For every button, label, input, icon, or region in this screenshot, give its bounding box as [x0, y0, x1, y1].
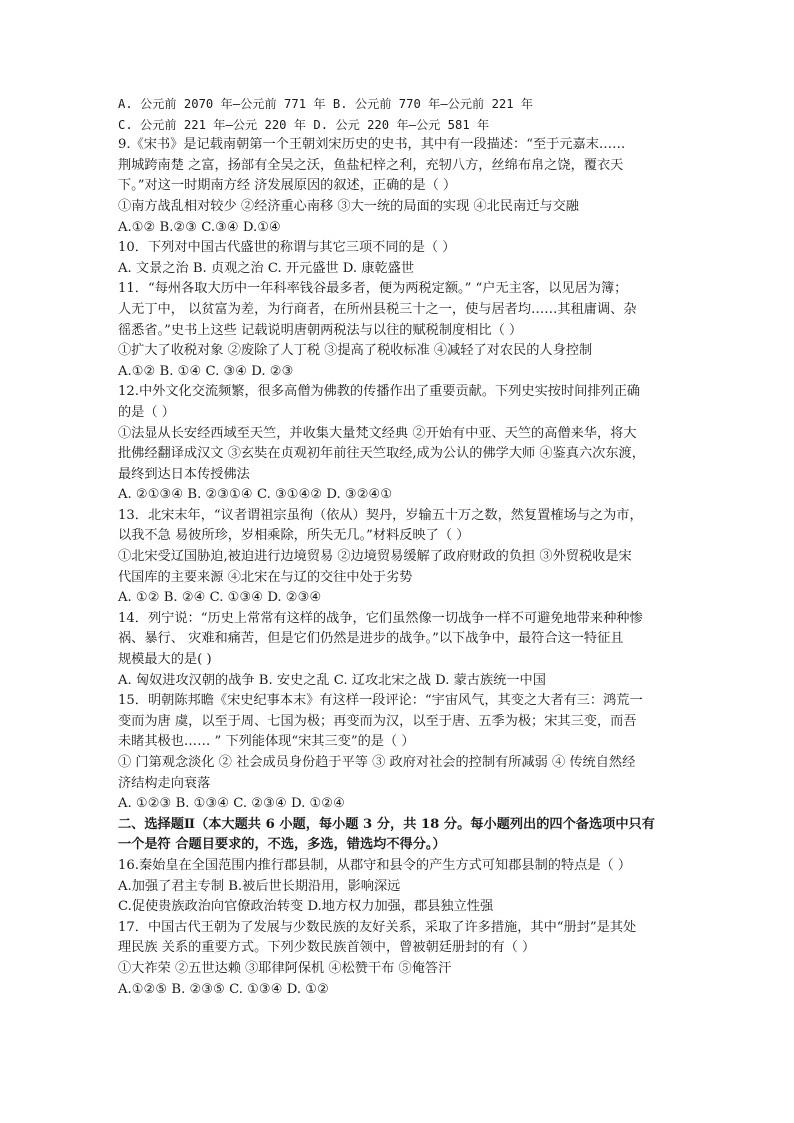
q13-options: A. ①② B. ②④ C. ①③④ D. ②③④ [118, 590, 322, 606]
q10-options: A. 文景之治 B. 贞观之治 C. 开元盛世 D. 康乾盛世 [118, 260, 415, 276]
q15-stem-line-3: 未睹其极也…… ” 下列能体现“宋其三变”的是（ ） [118, 734, 415, 750]
q13-stem-line-2: 以我不急 易彼所珍，岁相乘除，所失无几。”材料反映了（ ） [118, 528, 470, 544]
q12-options: A. ②①③④ B. ②③①④ C. ③①④② D. ③②④① [118, 487, 393, 503]
q17-options: A.①②⑤ B. ②③⑤ C. ①③④ D. ①② [118, 981, 329, 997]
q14-stem-line-2: 祸、暴行、 灾难和痛苦，但是它们仍然是进步的战争。”以下战争中，最符合这一特征且 [118, 631, 624, 647]
q16-options-ab: A.加强了君主专制 B.被后世长期沿用，影响深远 [118, 878, 401, 894]
q15-stem-line-2: 变而为唐 虞，以至于周、七国为极；再变而为汉，以至于唐、五季为极；宋其三变，而吾 [118, 713, 637, 729]
q9-stem-line-2: 荆城跨南楚 之富，扬部有全吴之沃，鱼盐杞梓之利，充牣八方，丝绵布帛之饶，覆衣天 [118, 157, 624, 173]
q8-options-ab: A. 公元前 2070 年—公元前 771 年 B. 公元前 770 年—公元前 221 年 [118, 97, 534, 111]
section-2-heading-line-2: 一个是符 合题目要求的，不选，多选，错选均不得分。） [118, 837, 446, 853]
exam-content [118, 94, 678, 1000]
q9-options: A.①② B.②③ C.③④ D.①④ [118, 219, 281, 235]
q17-stem-line-1: 17．中国古代王朝为了发展与少数民族的友好关系，采取了许多措施，其中“册封”是其处 [118, 919, 637, 935]
q16-options-cd: C.促使贵族政治向官僚政治转变 D.地方权力加强，郡县独立性强 [118, 899, 494, 915]
q11-statements: ①扩大了收税对象 ②废除了人丁税 ③提高了税收标准 ④减轻了对农民的人身控制 [118, 343, 593, 359]
q12-statements-line-1: ①法显从长安经西域至天竺，并收集大量梵文经典 ②开始有中亚、天竺的高僧来华，将大 [118, 425, 637, 441]
q8-options-cd: C. 公元前 221 年—公元 220 年 D. 公元 220 年—公元 581 年 [118, 117, 490, 132]
section-2-heading-line-1: 二、选择题Ⅱ（本大题共 6 小题，每小题 3 分，共 18 分。每小题列出的四个备选项中只有 [118, 816, 655, 832]
q11-options: A.①② B. ①④ C. ③④ D. ②③ [118, 363, 294, 379]
q12-stem-line-1: 12.中外文化交流频繁，很多高僧为佛教的传播作出了重要贡献。下列史实按时间排列正确 [118, 384, 641, 400]
q17-statements: ①大祚荣 ②五世达赖 ③耶律阿保机 ④松赞干布 ⑤俺答汗 [118, 960, 452, 976]
q9-statements: ①南方战乱相对较少 ②经济重心南移 ③大一统的局面的实现 ④北民南迁与交融 [118, 198, 579, 214]
q11-stem-line-3: 徭悉省。”史书上这些 记载说明唐朝两税法与以往的赋税制度相比（ ） [118, 322, 523, 338]
q11-stem-line-1: 11．“每州各取大历中一年科率钱谷最多者，便为两税定额。” “户无主客，以见居为簿； [118, 281, 628, 297]
q13-stem-line-1: 13．北宋末年，“议者谓祖宗虽徇（依从）契丹，岁输五十万之数，然复置榷场与之为市， [118, 507, 643, 523]
q9-stem-line-1: 9.《宋书》是记载南朝第一个王朝刘宋历史的史书，其中有一段描述：“至于元嘉末…… [118, 137, 626, 153]
q15-statements-line-1: ① 门第观念淡化 ② 社会成员身份趋于平等 ③ 政府对社会的控制有所减弱 ④ 传统自然经 [118, 755, 636, 770]
q13-statements-line-1: ①北宋受辽国胁迫,被迫进行边境贸易 ②边境贸易缓解了政府财政的负担 ③外贸税收是宋 [118, 549, 632, 565]
q15-statements-line-2: 济结构走向衰落 [118, 775, 211, 791]
q12-statements-line-2: 批佛经翻译成汉文 ③玄奘在贞观初年前往天竺取经,成为公认的佛学大师 ④鉴真六次东渡， [118, 446, 645, 462]
q12-statements-line-3: 最终到达日本传授佛法 [118, 466, 250, 482]
q12-stem-line-2: 的是（ ） [118, 404, 175, 420]
q13-statements-line-2: 代国库的主要来源 ④北宋在与辽的交往中处于劣势 [118, 569, 413, 585]
q17-stem-line-2: 理民族 关系的重要方式。下列少数民族首领中，曾被朝廷册封的有（ ） [118, 940, 536, 956]
q14-options: A. 匈奴进攻汉朝的战争 B. 安史之乱 C. 辽攻北宋之战 D. 蒙古族统一中国 [118, 672, 546, 688]
q16-stem: 16.秦始皇在全国范围内推行郡县制，从郡守和县令的产生方式可知郡县制的特点是（ ） [118, 857, 632, 873]
q11-stem-line-2: 人无丁中， 以贫富为差，为行商者，在所州县税三十之一，使与居者均……其租庸调、杂 [118, 301, 637, 317]
q9-stem-line-3: 下。”对这一时期南方经 济发展原因的叙述，正确的是（ ） [118, 178, 457, 194]
q15-options: A. ①②③ B. ①③④ C. ②③④ D. ①②④ [118, 796, 345, 812]
q15-stem-line-1: 15．明朝陈邦瞻《宋史纪事本末》有这样一段评论：“宇宙风气，其变之大者有三：鸿荒一 [118, 693, 643, 709]
q14-stem-line-3: 规模最大的是( ) [118, 652, 212, 668]
q14-stem-line-1: 14．列宁说：“历史上常常有这样的战争，它们虽然像一切战争一样不可避免地带来种种惨 [118, 610, 643, 626]
q10-stem: 10．下列对中国古代盛世的称谓与其它三项不同的是（ ） [118, 240, 456, 256]
